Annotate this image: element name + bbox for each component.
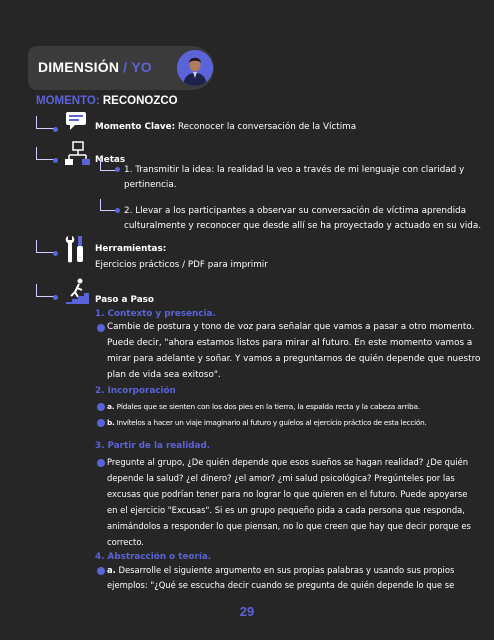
item-label: a. xyxy=(107,565,116,575)
goals-diagram-icon xyxy=(64,141,90,167)
item-text: Pídales que se sienten con los dos pies en la tierra, la espalda recta y la cabeza arriba. xyxy=(116,402,420,411)
connector-line xyxy=(36,147,55,160)
herramientas-text: Ejercicios prácticos / PDF para imprimir xyxy=(95,260,268,270)
momento-clave-value: Reconocer la conversación de la Víctima xyxy=(177,122,357,132)
bullet-dot xyxy=(115,167,120,172)
bullet-dot xyxy=(97,419,105,427)
text-line: culturalmente y reconocer que desde allí se ha proyectado y actuado en su vida. xyxy=(124,221,482,231)
connector-line xyxy=(36,240,55,253)
text-line: en el ejercicio "Excusas". Si es un grupo pequeño pida a cada persona que responda, xyxy=(107,505,465,515)
item-text: Desarrolle el siguiente argumento en sus propias palabras y usando sus propios xyxy=(118,565,455,575)
item-text: Invítelos a hacer un viaje imaginario al futuro y guíelos al ejercicio práctico de esta lección. xyxy=(116,418,427,427)
text-line: Pregunte al grupo, ¿De quién depende que esos sueños se hagan realidad? ¿De quién xyxy=(107,457,469,467)
bullet-dot xyxy=(115,208,120,213)
avatar xyxy=(177,50,213,86)
section-2-item-a xyxy=(107,399,420,414)
text-line: mirar para adelante y soñar. Y vamos a preguntarnos de quién depende que nuestro xyxy=(107,354,481,364)
momento-label: MOMENTO: xyxy=(36,95,100,107)
dimension-separator: / xyxy=(123,59,128,75)
bullet-dot xyxy=(97,459,105,467)
bullet-dot xyxy=(97,567,105,575)
page-number: 29 xyxy=(239,604,255,619)
text-line: Puede decir, "ahora estamos listos para mirar al futuro. En este momento vamos a xyxy=(107,338,473,348)
momento-heading xyxy=(36,95,178,107)
text-line: animándolos a responder lo que piensan, no lo que creen que hay que decir porque es xyxy=(107,521,471,531)
dimension-label: DIMENSIÓN xyxy=(38,59,120,75)
momento-clave-label: Momento Clave: xyxy=(95,122,176,132)
section-2-title: 2. Incorporación xyxy=(95,386,176,396)
item-label: b. xyxy=(107,418,115,427)
text-line: excusas que podrían tener para no lograr lo que quieren en el futuro. Puede apoyarse xyxy=(107,489,468,499)
text-line: Cambie de postura y tono de voz para señalar que vamos a pasar a otro momento. xyxy=(107,322,475,332)
section-1-title: 1. Contexto y presencia. xyxy=(95,309,216,319)
text-line: correcto. xyxy=(107,537,144,547)
section-2-item-b xyxy=(107,415,427,430)
tools-icon xyxy=(64,234,90,260)
bullet-dot xyxy=(97,324,105,332)
item-label: a. xyxy=(107,402,115,411)
section-4-item-a xyxy=(107,563,454,578)
text-line: 1. Transmitir la idea: la realidad la veo a través de mi lenguaje con claridad y xyxy=(124,165,465,175)
text-line: 2. Llevar a los participantes a observar su conversación de víctima aprendida xyxy=(124,206,466,216)
text-line: ejemplos: "¿Qué se escucha decir cuando se pregunta de quién depende lo que se xyxy=(107,580,455,590)
dimension-title xyxy=(38,59,152,75)
paso-title: Paso a Paso xyxy=(95,295,154,305)
metas-title: Metas xyxy=(95,155,126,165)
connector-line xyxy=(36,116,55,129)
section-4-title: 4. Abstracción o teoría. xyxy=(95,552,212,562)
momento-value: RECONOZCO xyxy=(102,95,178,107)
herramientas-title: Herramientas: xyxy=(95,244,167,254)
text-line: plan de vida sea exitoso". xyxy=(107,370,221,380)
climbing-stairs-icon xyxy=(64,278,90,304)
chat-icon xyxy=(64,110,90,136)
connector-line xyxy=(36,284,55,297)
dimension-value: YO xyxy=(131,59,152,75)
section-3-title: 3. Partir de la realidad. xyxy=(95,441,211,451)
text-line: pertinencia. xyxy=(124,180,177,190)
momento-clave-text xyxy=(95,120,356,135)
bullet-dot xyxy=(97,403,105,411)
text-line: depende la salud? ¿el dinero? ¿el amor? ¿mi salud psicológica? Pregúnteles por las xyxy=(107,473,455,483)
